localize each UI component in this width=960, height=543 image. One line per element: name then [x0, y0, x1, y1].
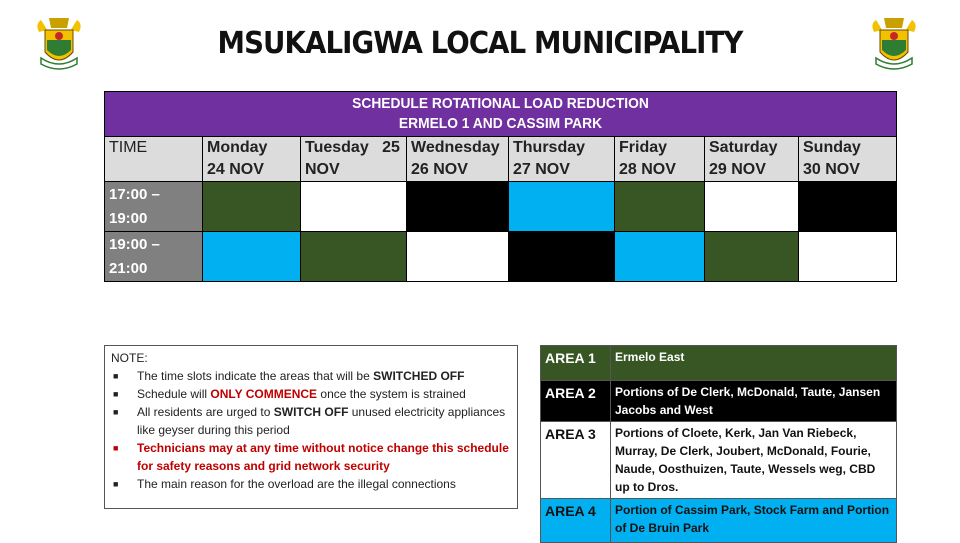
area-name: AREA 2 [541, 381, 611, 422]
area-legend-table [540, 345, 897, 543]
time-slot-start: 17:00 – [109, 185, 160, 203]
day-date: NOV [305, 161, 340, 178]
schedule-cell [301, 232, 407, 282]
schedule-cell [509, 182, 615, 232]
time-slot-row [105, 232, 897, 282]
time-column-header: TIME [105, 137, 203, 182]
schedule-cell [615, 232, 705, 282]
note-item: ■ The time slots indicate the areas that will be SWITCHED OFF [113, 369, 465, 383]
schedule-heading-row [105, 92, 897, 137]
schedule-cell [407, 232, 509, 282]
area-description: Portion of Cassim Park, Stock Farm and Portion of De Bruin Park [611, 499, 897, 543]
day-date: 28 NOV [619, 161, 676, 178]
day-header-wednesday [407, 137, 509, 182]
area-row [541, 346, 897, 381]
day-header-friday [615, 137, 705, 182]
area-row [541, 422, 897, 499]
day-header-thursday [509, 137, 615, 182]
schedule-cell [705, 182, 799, 232]
schedule-cell [615, 182, 705, 232]
day-name: Thursday [513, 139, 586, 156]
day-header-saturday [705, 137, 799, 182]
time-slot-start: 19:00 – [109, 235, 160, 253]
day-name: Friday [619, 139, 668, 156]
schedule-cell [509, 232, 615, 282]
schedule-heading [105, 92, 897, 137]
schedule-cell [799, 232, 897, 282]
note-item: ■ Schedule will ONLY COMMENCE once the system is strained [113, 387, 466, 401]
area-row [541, 499, 897, 543]
day-header-tuesday [301, 137, 407, 182]
note-item: ■ The main reason for the overload are the illegal connections [113, 477, 456, 491]
day-date: 26 NOV [411, 161, 468, 178]
day-name: Sunday [803, 139, 861, 156]
day-date: 24 NOV [207, 161, 264, 178]
area-description: Ermelo East [611, 346, 897, 381]
schedule-cell [203, 232, 301, 282]
day-name: Tuesday 25 [305, 139, 400, 156]
schedule-cell [301, 182, 407, 232]
bullet-icon: ■ [113, 443, 119, 453]
day-header-monday [203, 137, 301, 182]
bullet-icon: ■ [113, 389, 119, 399]
schedule-cell [407, 182, 509, 232]
area-row [541, 381, 897, 422]
area-name: AREA 3 [541, 422, 611, 499]
day-header-row [105, 137, 897, 182]
time-slot-label [105, 232, 203, 282]
bullet-icon: ■ [113, 371, 119, 381]
schedule-cell [705, 232, 799, 282]
bullet-icon: ■ [113, 407, 119, 417]
area-description: Portions of De Clerk, McDonald, Taute, Jansen Jacobs and West [611, 381, 897, 422]
note-box [104, 345, 518, 509]
load-reduction-schedule-table [104, 91, 897, 282]
day-date: 27 NOV [513, 161, 570, 178]
time-slot-end: 21:00 [109, 259, 148, 277]
day-header-sunday [799, 137, 897, 182]
schedule-cell [203, 182, 301, 232]
note-item: ■ All residents are urged to SWITCH OFF unused electricity appliances like geyser during this period [113, 405, 506, 437]
area-name: AREA 4 [541, 499, 611, 543]
page-title: MSUKALIGWA LOCAL MUNICIPALITY [217, 26, 743, 61]
day-name: Monday [207, 139, 268, 156]
schedule-heading-line-1: SCHEDULE ROTATIONAL LOAD REDUCTION [352, 95, 649, 112]
time-slot-row [105, 182, 897, 232]
schedule-cell [799, 182, 897, 232]
day-name: Wednesday [411, 139, 500, 156]
day-date: 29 NOV [709, 161, 766, 178]
note-item-warning: ■ Technicians may at any time without notice change this schedule for safety reasons and grid network security [113, 441, 509, 473]
note-list [111, 367, 511, 493]
time-slot-label [105, 182, 203, 232]
schedule-heading-line-2: ERMELO 1 AND CASSIM PARK [398, 115, 603, 132]
area-description: Portions of Cloete, Kerk, Jan Van Riebeck, Murray, De Clerk, Joubert, McDonald, Fourie, Naude, Oosthuizen, Taute, Wessels weg, CBD up to Dros. [611, 422, 897, 499]
day-date: 30 NOV [803, 161, 860, 178]
day-name: Saturday [709, 139, 778, 156]
time-slot-end: 19:00 [109, 209, 148, 227]
note-title: NOTE: [111, 351, 148, 365]
bullet-icon: ■ [113, 479, 119, 489]
area-name: AREA 1 [541, 346, 611, 381]
